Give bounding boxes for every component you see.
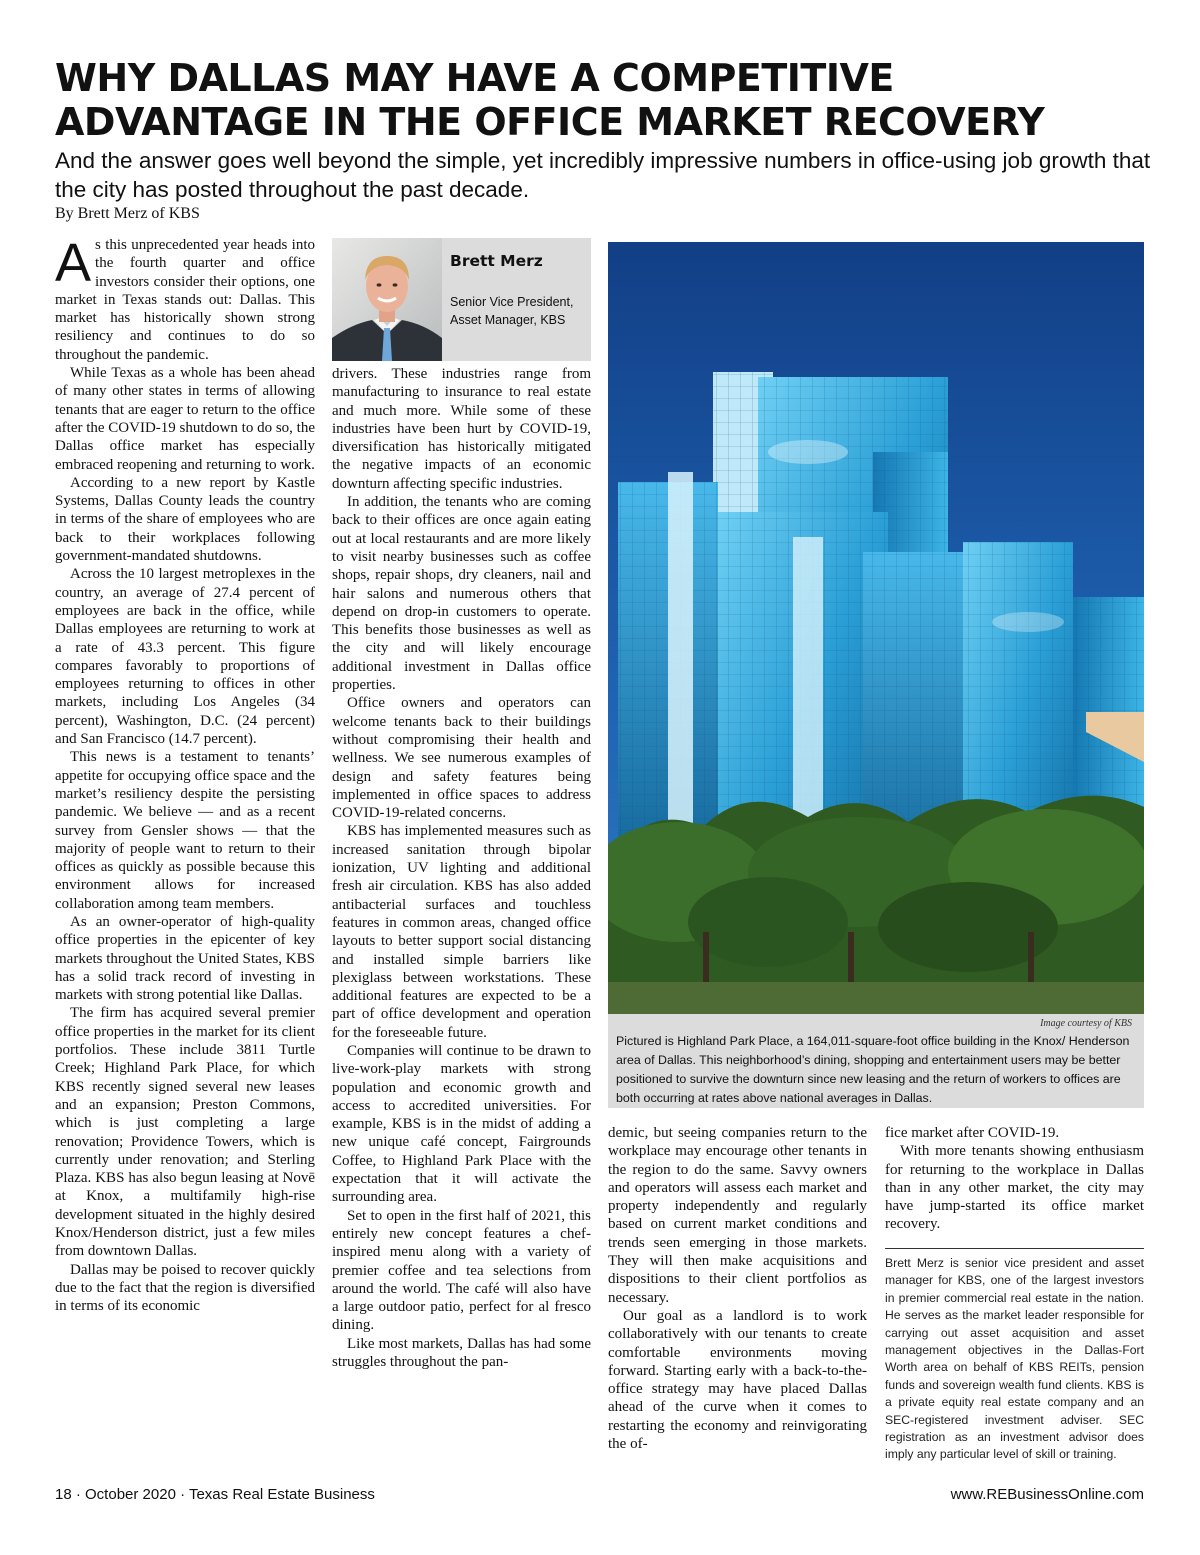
author-name: Brett Merz bbox=[450, 252, 543, 270]
body-paragraph: Set to open in the first half of 2021, this entirely new concept features a chef-inspired menu along with a variety of premier coffee and tea selections from around the world. The café will also have a large outdoor patio, perfect for al fresco dining. bbox=[332, 1207, 591, 1334]
author-title: Senior Vice President, Asset Manager, KBS bbox=[450, 295, 574, 327]
body-paragraph: The firm has acquired several premier office properties in the market for its client portfolios. These include 3811 Turtle Creek; Highland Park Place, for which KBS recently signed several new leases and an expansion; Preston Commons, which is just completing a large renovation; Providence Towers, which is currently under renovation; and Sterling Plaza. KBS has also begun leasing at Novē at Knox, a multifamily high-rise development situated in the highly desired Knox/Henderson district, just a few miles from downtown Dallas. bbox=[55, 1005, 315, 1260]
body-paragraph: As this unprecedented year heads into the fourth quarter and office investors consider their options, one market in Texas stands out: Dallas. This market has historically shown strong resiliency and continues to do so throughout the pandemic. bbox=[55, 236, 315, 363]
body-paragraph: This news is a testament to tenants’ appetite for occupying office space and the market’s resiliency despite the persisting pandemic. We believe — and as a recent survey from Gensler shows — that the majority of people want to return to their offices as quickly as possible because this environment allows for increased collaboration among team members. bbox=[55, 749, 315, 912]
body-paragraph: Our goal as a landlord is to work collaboratively with our tenants to create comfortable environments moving forward. Starting early with a back-to-the-office strategy may have placed Dallas ahead of the curve when it comes to restarting the economy and reinvigorating the of- bbox=[608, 1307, 867, 1453]
body-paragraph: Office owners and operators can welcome tenants back to their buildings without compromising their health and wellness. We see numerous examples of design and safety features being implemented in office spaces to address COVID-19-related concerns. bbox=[332, 695, 591, 822]
body-paragraph: Dallas may be poised to recover quickly due to the fact that the region is diversified in terms of its economic bbox=[55, 1261, 315, 1315]
body-paragraph: Across the 10 largest metroplexes in the country, an average of 27.4 percent of employees are back in the office, while Dallas employees are returning to work at a rate of 43.3 percent. This figure compares favorably to proportions of employees returning to offices in other markets, including Los Angeles (34 percent), Washington, D.C. (24 percent) and San Francisco (14.7 percent). bbox=[55, 566, 315, 748]
body-column-1 bbox=[55, 236, 315, 1481]
author-box bbox=[332, 238, 591, 361]
body-paragraph: In addition, the tenants who are coming back to their offices are once again eating out at local restaurants and are more likely to visit nearby businesses such as coffee shops, repair shops, dry cleaners, nail and hair salons and numerous others that depend on drop-in customers to operate. This benefits those businesses as well as the city and will likely encourage additional investment in Dallas office properties. bbox=[332, 494, 591, 694]
footer-website-link[interactable]: www.REBusinessOnline.com bbox=[950, 1486, 1144, 1503]
body-paragraph: KBS has implemented measures such as increased sanitation through bipolar ionization, UV lighting and additional fresh air circulation. KBS has also added antibacterial surfaces and touchless features in common areas, changed office layouts to better support social distancing and installed simple barriers like plexiglass between workstations. These additional features are expected to be a part of office development and operation for the foreseeable future. bbox=[332, 823, 591, 1041]
body-paragraph: As an owner-operator of high-quality office properties in the epicenter of key markets throughout the United States, KBS has a solid track record of investing in markets with strong potential like Dallas. bbox=[55, 913, 315, 1004]
body-paragraph: Companies will continue to be drawn to live-work-play markets with strong population and economic growth and access to accredited universities. For example, KBS is in the midst of adding a new unique café concept, Fairgrounds Coffee, to Highland Park Place with the expectation that it will activate the surrounding area. bbox=[332, 1042, 591, 1206]
body-paragraph: With more tenants showing enthusiasm for returning to the workplace in Dallas than in any other market, the city may have jump-started its office market recovery. bbox=[885, 1143, 1144, 1233]
body-column-3 bbox=[608, 1124, 867, 1481]
body-paragraph: While Texas as a whole has been ahead of many other states in terms of allowing tenants that are eager to return to the office after the COVID-19 shutdown to do so, the Dallas office market has especially embraced reopening and returning to work. bbox=[55, 365, 315, 473]
author-headshot bbox=[332, 238, 442, 361]
photo-caption-box bbox=[608, 1014, 1144, 1108]
article-headline: WHY DALLAS MAY HAVE A COMPETITIVE ADVANTAGE IN THE OFFICE MARKET RECOVERY bbox=[55, 56, 1045, 144]
author-bio: Brett Merz is senior vice president and asset manager for KBS, one of the largest investors in premier commercial real estate in the nation. He serves as the market leader responsible for carrying out asset acquisition and asset management objectives in the Dallas-Fort Worth area on behalf of KBS REITs, pension funds and sovereign wealth fund clients. KBS is a private equity real estate company and an SEC-registered investment adviser. SEC registration as an investment advisor does imply any particular level of skill or training. bbox=[885, 1248, 1144, 1464]
article-deck: And the answer goes well beyond the simple, yet incredibly impressive numbers in office-using job growth that the city has posted throughout the past decade. bbox=[55, 148, 1151, 202]
body-paragraph: drivers. These industries range from manufacturing to insurance to real estate and much more. While some of these industries have been hurt by COVID-19, diversification has historically mitigated the negative impacts of an economic downturn affecting specific industries. bbox=[332, 366, 591, 492]
photo-caption: Pictured is Highland Park Place, a 164,011-square-foot office building in the Knox/ Henderson area of Dallas. This neighborhood’s dining, shopping and entertainment users may be better positioned to survive the downturn since new leasing and the return of workers to offices are both occurring at rates above national averages in Dallas. bbox=[616, 1034, 1130, 1105]
photo-credit: Image courtesy of KBS bbox=[1040, 1018, 1132, 1029]
body-paragraph: According to a new report by Kastle Systems, Dallas County leads the country in terms of the share of employees who are back to their workplaces following government-mandated shutdowns. bbox=[55, 474, 315, 565]
footer-page-info: 18 · October 2020 · Texas Real Estate Business bbox=[55, 1486, 375, 1503]
body-column-4 bbox=[885, 1124, 1144, 1244]
body-paragraph: fice market after COVID-19. bbox=[885, 1125, 1060, 1141]
building-photo bbox=[608, 242, 1144, 1014]
body-paragraph: Like most markets, Dallas has had some struggles throughout the pan- bbox=[332, 1335, 591, 1371]
drop-cap: A bbox=[55, 236, 92, 293]
body-column-2 bbox=[332, 365, 591, 1480]
body-paragraph: demic, but seeing companies return to the workplace may encourage other tenants in the region to do the same. Savvy owners and operators will assess each market and property independently and regularly based on current market conditions and trends seen emerging in those markets. They will then make acquisitions and dispositions to their client portfolios as necessary. bbox=[608, 1125, 867, 1306]
article-byline: By Brett Merz of KBS bbox=[55, 205, 200, 222]
